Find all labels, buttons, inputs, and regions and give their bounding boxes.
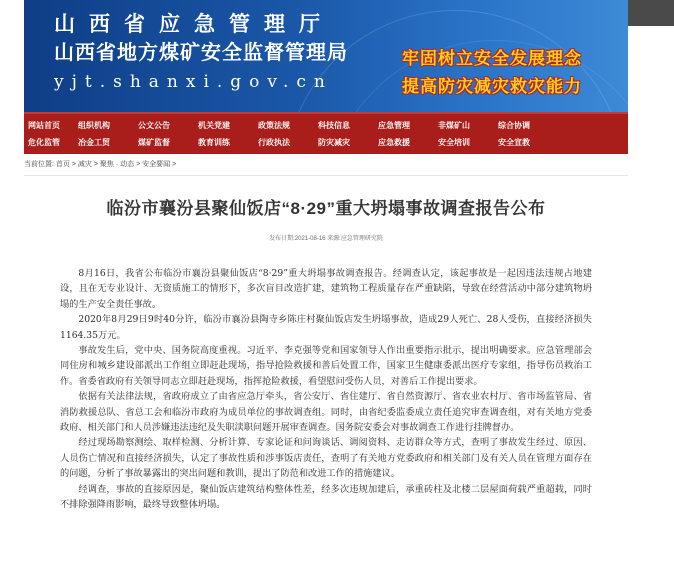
- breadcrumb-separator: >: [172, 161, 177, 168]
- site-url: yjt.shanxi.gov.cn: [54, 72, 333, 92]
- nav-item-organization[interactable]: 组织机构: [78, 121, 110, 130]
- article-paragraph: 事故发生后，党中央、国务院高度重视。习近平、李克强等党和国家领导人作出重要指示批示，提出明确要求。应急管理部会同住房和城乡建设部派出工作组立即赶赴现场，指导抢险救援和善后处置工作，国家卫生健康委派出医疗专家组，指导伤员救治工作。省委省政府有关领导同志立即赶赴现场，指挥抢险救援，看望慰问受伤人员，对善后工作提出要求。: [60, 345, 592, 387]
- page-container: [24, 0, 628, 513]
- bureau-name: 山西省地方煤矿安全监督管理局: [54, 40, 348, 64]
- nav-item-policies[interactable]: 政策法规: [258, 121, 290, 130]
- nav-item-emergency-mgmt[interactable]: 应急管理: [378, 121, 410, 130]
- nav-item-coordination[interactable]: 综合协调: [498, 121, 530, 130]
- article-paragraph: 8月16日，我省公布临汾市襄汾县聚仙饭店“8·29”重大坍塌事故调查报告。经调查认定，该起事故是一起因违法违规占地建设，且在无专业设计、无资质施工的情形下，多次盲目改造扩建，建筑物工程质量存在严重缺陷，导致在经营活动中部分建筑物坍塌的生产安全责任事故。: [60, 268, 592, 310]
- article-title: 临汾市襄汾县聚仙饭店“8·29”重大坍塌事故调查报告公布: [106, 199, 546, 218]
- article-paragraph: 经过现场勘察测绘、取样检测、分析计算、专家论证和问询谈话、调阅资料、走访群众等方式，查明了事故发生经过、原因、人员伤亡情况和直接经济损失，认定了事故性质和涉事饭店责任，查明了有关地方党委政府和相关部门及有关人员在管理方面存在的问题，分析了事故暴露出的突出问题和教训，提出了防范和改进工作的措施建议。: [60, 437, 592, 480]
- nav-item-safety-training[interactable]: 安全培训: [438, 138, 470, 147]
- nav-item-announcements[interactable]: 公文公告: [138, 121, 170, 130]
- nav-item-hazchem[interactable]: 危化监管: [28, 138, 60, 147]
- nav-item-coal-supervision[interactable]: 煤矿监督: [138, 138, 170, 147]
- nav-item-home[interactable]: 网站首页: [28, 121, 60, 130]
- breadcrumb-separator: >: [93, 161, 98, 168]
- breadcrumb-focus[interactable]: 聚焦 · 动态: [99, 161, 135, 168]
- breadcrumb-prefix: 当前位置:: [24, 161, 54, 168]
- breadcrumb-home[interactable]: 首页: [55, 161, 70, 168]
- main-nav: [24, 112, 628, 154]
- breadcrumb-safety-news[interactable]: 安全要闻: [142, 161, 171, 168]
- nav-item-enforcement[interactable]: 行政执法: [258, 138, 290, 147]
- breadcrumb-separator: >: [136, 161, 141, 168]
- article-body: [24, 266, 628, 513]
- breadcrumb-separator: >: [71, 161, 76, 168]
- slogan-line-2: 提高防灾减灾救灾能力: [402, 77, 582, 97]
- article-meta: 发布日期:2021-08-16 来源:应急管理研究院: [269, 236, 383, 242]
- dept-name: 山西省应急管理厅: [54, 11, 334, 36]
- nav-item-party-building[interactable]: 机关党建: [198, 121, 230, 130]
- breadcrumb: [24, 154, 628, 176]
- nav-item-safety-education[interactable]: 安全宣教: [498, 138, 530, 147]
- header-banner: [24, 0, 628, 112]
- slogan-line-1: 牢固树立安全发展理念: [402, 49, 582, 69]
- nav-row-1: [24, 117, 628, 134]
- article-paragraph: 经调查，事故的直接原因是，聚仙饭店建筑结构整体性差，经多次违规加建后，承重砖柱及北楼二层屋面荷载严重超载，同时不排除强降雨影响，最终导致整体坍塌。: [60, 483, 592, 511]
- nav-item-training[interactable]: 教育训练: [198, 138, 230, 147]
- nav-row-2: [24, 134, 628, 151]
- nav-item-rescue[interactable]: 应急救援: [378, 138, 410, 147]
- nav-item-disaster-reduction[interactable]: 防灾减灾: [318, 138, 350, 147]
- article-paragraph: 依据有关法律法规，省政府成立了由省应急厅牵头，省公安厅、省住建厅、省自然资源厅、省农业农村厅、省市场监管局、省消防救援总队、省总工会和临汾市政府为成员单位的事故调查组。同时，由省纪委监委成立责任追究审查调查组，对有关地方党委政府、相关部门和人员涉嫌违法违纪及失职渎职问题开展审查调查。国务院安委会对事故调查工作进行挂牌督办。: [60, 391, 592, 434]
- nav-item-metallurgy[interactable]: 冶金工贸: [78, 138, 110, 147]
- article-paragraph: 2020年8月29日9时40分许，临汾市襄汾县陶寺乡陈庄村聚仙饭店发生坍塌事故，造成29人死亡、28人受伤，直接经济损失1164.35万元。: [60, 314, 592, 341]
- nav-item-non-coal-mines[interactable]: 非煤矿山: [438, 121, 470, 130]
- breadcrumb-disaster[interactable]: 减灾: [77, 161, 92, 168]
- nav-item-tech-info[interactable]: 科技信息: [318, 121, 350, 130]
